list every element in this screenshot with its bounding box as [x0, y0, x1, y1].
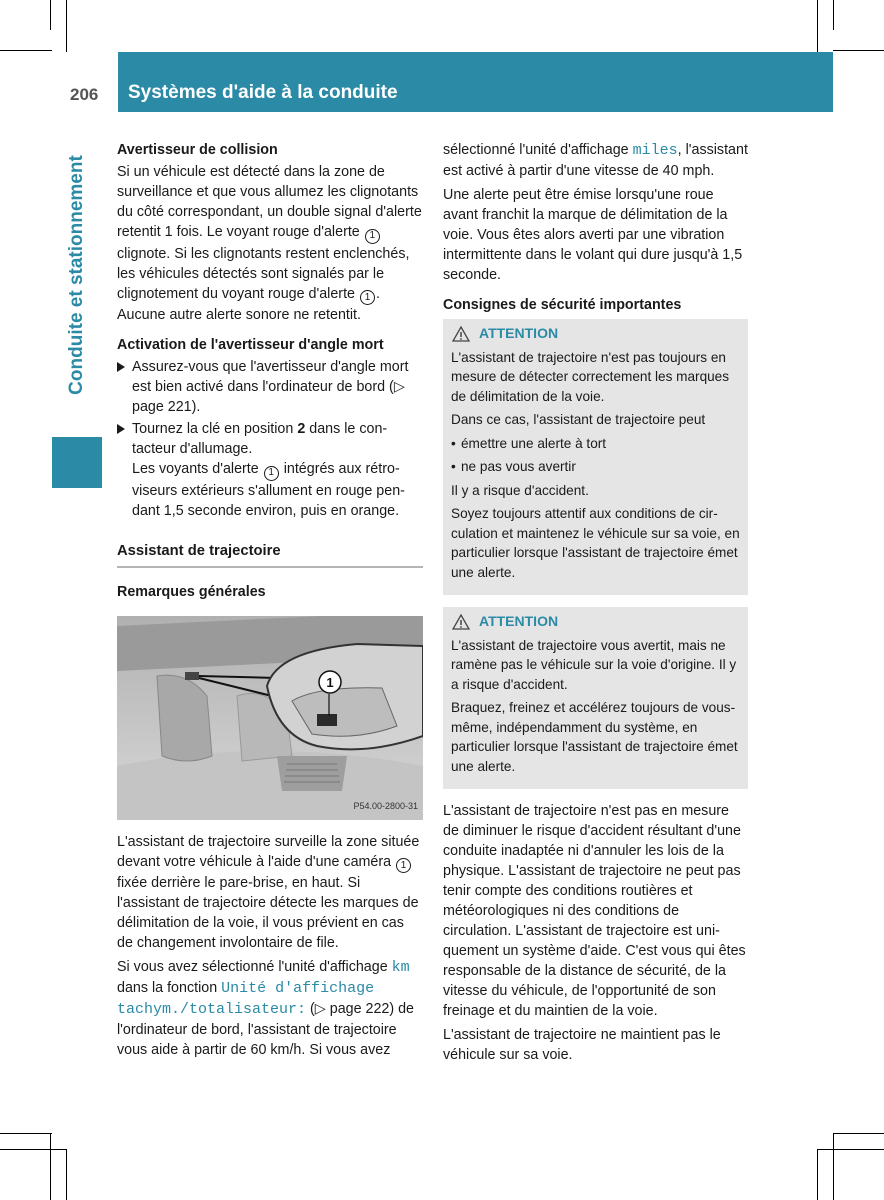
side-tab-label: Conduite et stationnement: [66, 154, 87, 395]
paragraph: L'assistant de trajectoire n'est pas en mesure de diminuer le risque d'accident résultant d'une conduite inadaptée ni d'annuler les lois de la physique. L'assistant de trajectoire ne peut pas tenir compte des conditions routières et météorologiques ni des conditions de circulation. L'assistant de trajectoire est uniquement un système d'aide. C'est vous qui êtes responsable de la distance de sécurité, de la vitesse du véhicule, de l'opportunité de son freinage et du maintien de la voie.: [443, 803, 746, 1019]
side-tab: [52, 112, 102, 488]
heading-activation: Activation de l'avertisseur d'angle mort: [117, 337, 384, 353]
heading-general-remarks: Remarques générales: [117, 583, 266, 600]
windshield-camera-illustration: [117, 616, 423, 820]
warning-title: ATTENTION: [479, 613, 559, 629]
crop-mark: [66, 0, 67, 52]
circled-one-icon: 1: [360, 290, 375, 305]
heading-safety-notes: Consignes de sécurité importantes: [443, 297, 682, 313]
heading-collision-warning: Avertisseur de collision: [117, 142, 278, 158]
paragraph: Si vous avez sélectionné l'unité d'affichage km dans la fonction Unité d'affichage tachym./totalisateur: (▷ page 222) de l'ordinateur de bord, l'assistant de trajectoire vous aide à partir de 60 km/h. Si vous avez: [117, 959, 415, 1058]
crop-mark: [833, 1133, 884, 1134]
right-column: [443, 140, 748, 1067]
paragraph: L'assistant de trajectoire ne maintient pas le véhicule sur sa voie.: [443, 1027, 721, 1063]
figure-callout: 1: [326, 674, 334, 690]
crop-mark: [817, 1149, 818, 1200]
crop-mark: [0, 1149, 66, 1150]
step-arrow-icon: [117, 424, 125, 434]
instruction-step: Tournez la clé en position 2 dans le contacteur d'allumage. Les voyants d'alerte 1 intégrés aux rétroviseurs extérieurs s'allument en rouge pendant 1,5 seconde environ, puis en orange.: [117, 419, 423, 521]
warning-triangle-icon: [452, 326, 470, 342]
figure-code: P54.00-2800-31: [353, 800, 418, 811]
crop-mark: [66, 1149, 67, 1200]
circled-one-icon: 1: [264, 466, 279, 481]
warning-box: ATTENTION L'assistant de trajectoire n'est pas toujours en mesure de détecter correctement les marques de délimitation de la voie. Dans ce cas, l'assistant de trajectoire peut • émettre une alerte à tort • ne pas vous avertir Il y a risque d'accident. Soyez toujours attentif aux conditions de circulation et maintenez le véhicule sur sa voie, en particulier lorsque l'assistant de trajectoire émet une alerte.: [443, 319, 748, 595]
step-arrow-icon: [117, 362, 125, 372]
crop-mark: [0, 1133, 52, 1134]
paragraph: L'assistant de trajectoire surveille la zone située devant votre véhicule à l'aide d'une caméra 1 fixée derrière le pare-brise, en haut. Si l'assistant de trajectoire détecte les marques de délimitation de la voie, il vous prévient en cas de changement involontaire de file.: [117, 833, 420, 951]
section-heading: Assistant de trajectoire: [117, 541, 423, 568]
side-tab-marker: [52, 437, 102, 488]
display-unit-miles: miles: [632, 142, 678, 159]
left-column: [117, 140, 423, 1062]
warning-triangle-icon: [452, 614, 470, 630]
instruction-step: Assurez-vous que l'avertisseur d'angle mort est bien activé dans l'ordinateur de bord (▷ page 221).: [117, 357, 423, 417]
paragraph: Si un véhicule est détecté dans la zone de surveillance et que vous allumez les clignotants du côté correspondant, un double signal d'alerte retentit 1 fois. Le voyant rouge d'alerte 1 clignote. Si les clignotants restent enclenchés, les véhicules détectés sont signalés par le clignotement du voyant rouge d'alerte 1 . Aucune autre alerte sonore ne retentit.: [117, 164, 422, 323]
circled-one-icon: 1: [365, 229, 380, 244]
crop-mark: [833, 0, 834, 30]
list-item: • émettre une alerte à tort: [451, 434, 740, 454]
page-number: 206: [70, 85, 99, 104]
list-item: • ne pas vous avertir: [451, 457, 740, 477]
circled-one-icon: 1: [396, 858, 411, 873]
crop-mark: [833, 1133, 834, 1200]
crop-mark: [0, 50, 52, 51]
camera-figure: [117, 616, 423, 820]
crop-mark: [50, 0, 51, 30]
display-unit-km: km: [391, 959, 410, 976]
crop-mark: [50, 1133, 51, 1200]
crop-mark: [833, 50, 884, 51]
page-title: Systèmes d'aide à la conduite: [128, 82, 398, 103]
warning-title: ATTENTION: [479, 325, 559, 341]
crop-mark: [818, 1149, 884, 1150]
crop-mark: [817, 0, 818, 52]
paragraph: sélectionné l'unité d'affichage miles, l'assistant est activé à partir d'une vitesse de 40 mph.: [443, 142, 748, 179]
paragraph: Une alerte peut être émise lorsqu'une roue avant franchit la marque de délimitation de la voie. Vous êtes alors averti par une vibration intermittente dans le volant qui dure jusqu'à 1,5 seconde.: [443, 187, 743, 283]
function-name: Unité d'affichage tachym./totalisateur:: [117, 980, 375, 1018]
warning-box: ATTENTION L'assistant de trajectoire vous avertit, mais ne ramène pas le véhicule sur la voie d'origine. Il y a risque d'accident. Braquez, freinez et accélérez toujours de vous-même, indépendamment du système, en particulier lorsque l'assistant de trajectoire émet une alerte.: [443, 607, 748, 789]
header-divider: [117, 52, 118, 112]
